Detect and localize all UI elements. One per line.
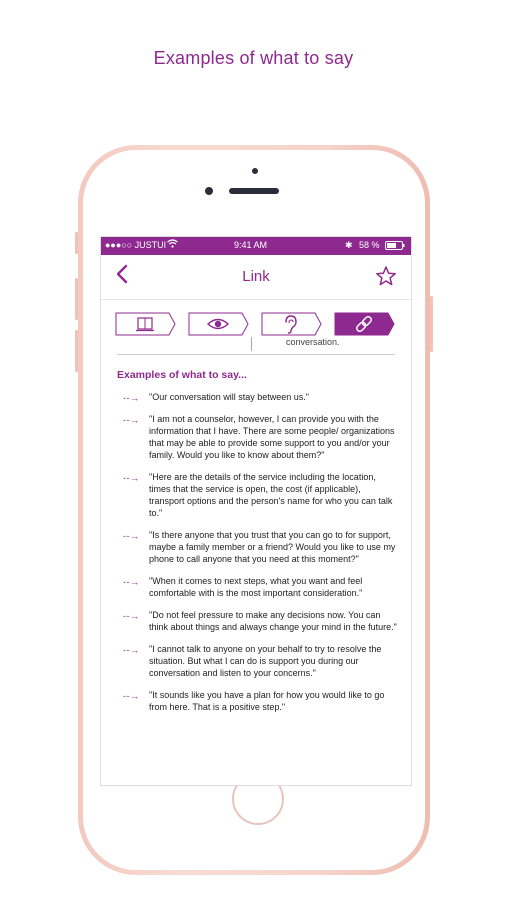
battery-icon <box>385 241 405 252</box>
tab-look[interactable] <box>188 312 248 336</box>
battery-percent: 58 % <box>359 240 380 250</box>
dashed-arrow-icon: - - → <box>123 645 138 655</box>
list-item <box>117 689 397 713</box>
dashed-arrow-icon: - - → <box>123 415 138 425</box>
status-bar <box>101 237 411 255</box>
dashed-arrow-icon: - - → <box>123 473 138 483</box>
content-area <box>117 369 397 723</box>
example-text: "Our conversation will stay between us." <box>149 392 309 402</box>
volume-up-button <box>75 278 78 320</box>
dashed-arrow-icon: - - → <box>123 577 138 587</box>
volume-down-button <box>75 330 78 372</box>
list-item <box>117 413 397 461</box>
app-screen <box>100 236 412 786</box>
section-tabs <box>101 300 411 338</box>
list-item <box>117 575 397 599</box>
page-headline: Examples of what to say <box>153 48 354 68</box>
dashed-arrow-icon: - - → <box>123 393 138 403</box>
example-text: "Here are the details of the service including the location, times that the service is open, the cost (if applicable), transport options and the person's name for who you can talk to." <box>149 472 393 518</box>
tab-link[interactable] <box>334 312 394 336</box>
example-text: "Do not feel pressure to make any decisions now. You can think about things and always change your mind in the future." <box>149 610 397 632</box>
nav-title: Link <box>242 268 270 285</box>
status-time: 9:41 AM <box>234 240 268 250</box>
carrier-label: ●●●○○ JUSTUI <box>105 240 167 250</box>
example-text: "When it comes to next steps, what you want and feel comfortable with is the most important consideration." <box>149 576 363 598</box>
dashed-arrow-icon: - - → <box>123 691 138 701</box>
power-button <box>430 296 433 352</box>
nav-bar <box>101 255 411 300</box>
divider <box>117 354 395 355</box>
list-item <box>117 471 397 519</box>
example-list <box>117 391 397 713</box>
list-item <box>117 529 397 565</box>
front-camera <box>205 187 213 195</box>
section-title: Examples of what to say... <box>117 369 247 381</box>
tab-listen[interactable] <box>261 312 321 336</box>
example-text: "I cannot talk to anyone on your behalf to try to resolve the situation. But what I can do is support you during our conversation and listen to your concerns." <box>149 644 382 678</box>
partial-text: conversation. <box>251 337 395 351</box>
bluetooth-icon: ✱ <box>345 240 353 250</box>
example-text: "I am not a counselor, however, I can provide you with the information that I have. There are some people/ organizations that may be able to provide some support to you and/or your family. Would you like to know about them?" <box>149 414 395 460</box>
example-text: "Is there anyone that you trust that you can go to for support, maybe a family member or a friend? Would you like to use my phone to call anyone that you need at this moment?" <box>149 530 396 564</box>
dashed-arrow-icon: - - → <box>123 531 138 541</box>
wifi-icon <box>167 239 178 250</box>
mute-switch <box>75 232 78 254</box>
earpiece-speaker <box>229 188 279 194</box>
list-item <box>117 643 397 679</box>
proximity-sensor <box>252 168 258 174</box>
tab-read[interactable] <box>115 312 175 336</box>
dashed-arrow-icon: - - → <box>123 611 138 621</box>
star-outline-icon[interactable] <box>375 265 397 287</box>
list-item <box>117 609 397 633</box>
example-text: "It sounds like you have a plan for how you would like to go from here. That is a positive step." <box>149 690 385 712</box>
list-item <box>117 391 397 403</box>
